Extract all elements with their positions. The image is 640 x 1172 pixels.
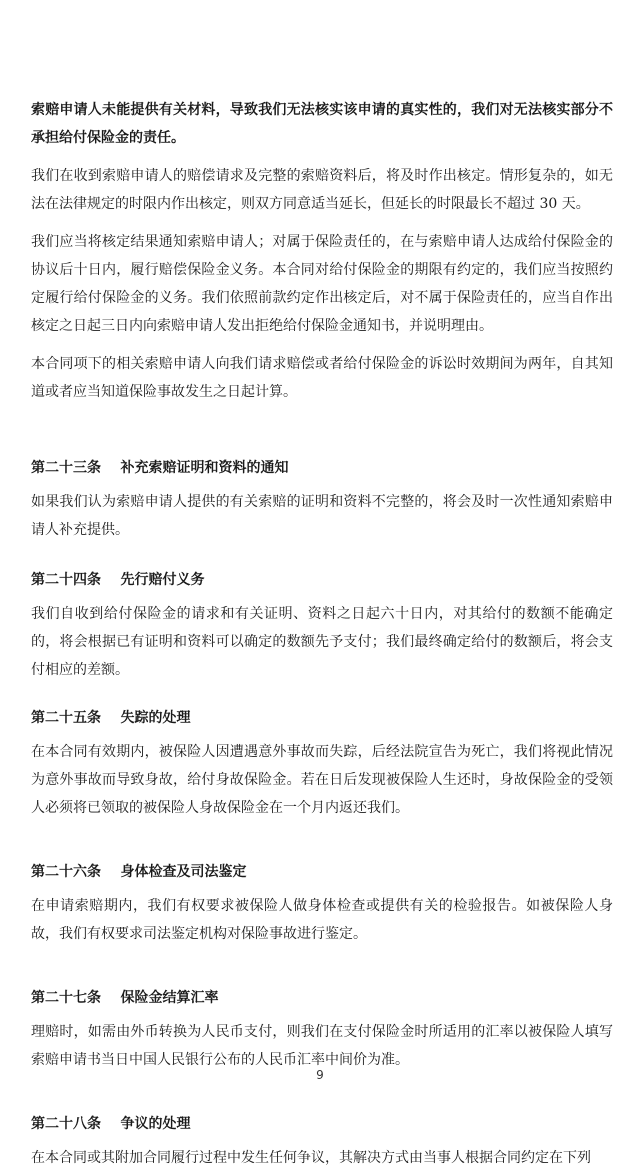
- section-heading-28: 第二十八条 争议的处理: [31, 1116, 191, 1132]
- bold-paragraph: 索赔申请人未能提供有关材料，导致我们无法核实该申请的真实性的，我们对无法核实部分不承担给付保险金的责任。: [31, 102, 613, 146]
- section-heading-26: 第二十六条 身体检查及司法鉴定: [31, 864, 247, 880]
- document-page: [31, 96, 613, 1172]
- section-body-25: 在本合同有效期内，被保险人因遭遇意外事故而失踪，后经法院宣告为死亡，我们将视此情况为意外事故而导致身故，给付身故保险金。若在日后发现被保险人生还时，身故保险金的受领人必须将已领取的被保险人身故保险金在一个月内返还我们。: [31, 744, 613, 816]
- section-heading-25: 第二十五条 失踪的处理: [31, 710, 191, 726]
- section-body-26: 在申请索赔期内，我们有权要求被保险人做身体检查或提供有关的检验报告。如被保险人身故，我们有权要求司法鉴定机构对保险事故进行鉴定。: [31, 898, 613, 942]
- section-body-24: 我们自收到给付保险金的请求和有关证明、资料之日起六十日内，对其给付的数额不能确定的，将会根据已有证明和资料可以确定的数额先予支付；我们最终确定给付的数额后，将会支付相应的差额。: [31, 606, 613, 678]
- section-body-28: 在本合同或其附加合同履行过程中发生任何争议，其解决方式由当事人根据合同约定在下列: [31, 1150, 591, 1166]
- section-heading-24: 第二十四条 先行赔付义务: [31, 572, 205, 588]
- section-body-27: 理赔时，如需由外币转换为人民币支付，则我们在支付保险金时所适用的汇率以被保险人填写索赔申请书当日中国人民银行公布的人民币汇率中间价为准。: [31, 1024, 613, 1068]
- section-heading-23: 第二十三条 补充索赔证明和资料的通知: [31, 460, 289, 476]
- paragraph-review: 我们在收到索赔申请人的赔偿请求及完整的索赔资料后，将及时作出核定。情形复杂的，如无法在法律规定的时限内作出核定，则双方同意适当延长，但延长的时限最长不超过 30 天。: [31, 168, 613, 212]
- paragraph-limitation: 本合同项下的相关索赔申请人向我们请求赔偿或者给付保险金的诉讼时效期间为两年，自其知道或者应当知道保险事故发生之日起计算。: [31, 356, 613, 400]
- section-heading-27: 第二十七条 保险金结算汇率: [31, 990, 219, 1006]
- section-body-23: 如果我们认为索赔申请人提供的有关索赔的证明和资料不完整的，将会及时一次性通知索赔申请人补充提供。: [31, 494, 613, 538]
- paragraph-notification: 我们应当将核定结果通知索赔申请人；对属于保险责任的，在与索赔申请人达成给付保险金的协议后十日内，履行赔偿保险金义务。本合同对给付保险金的期限有约定的，我们应当按照约定履行给付保险金的义务。我们依照前款约定作出核定后，对不属于保险责任的，应当自作出核定之日起三日内向索赔申请人发出拒绝给付保险金通知书，并说明理由。: [31, 234, 613, 334]
- page-number: 9: [316, 1068, 324, 1082]
